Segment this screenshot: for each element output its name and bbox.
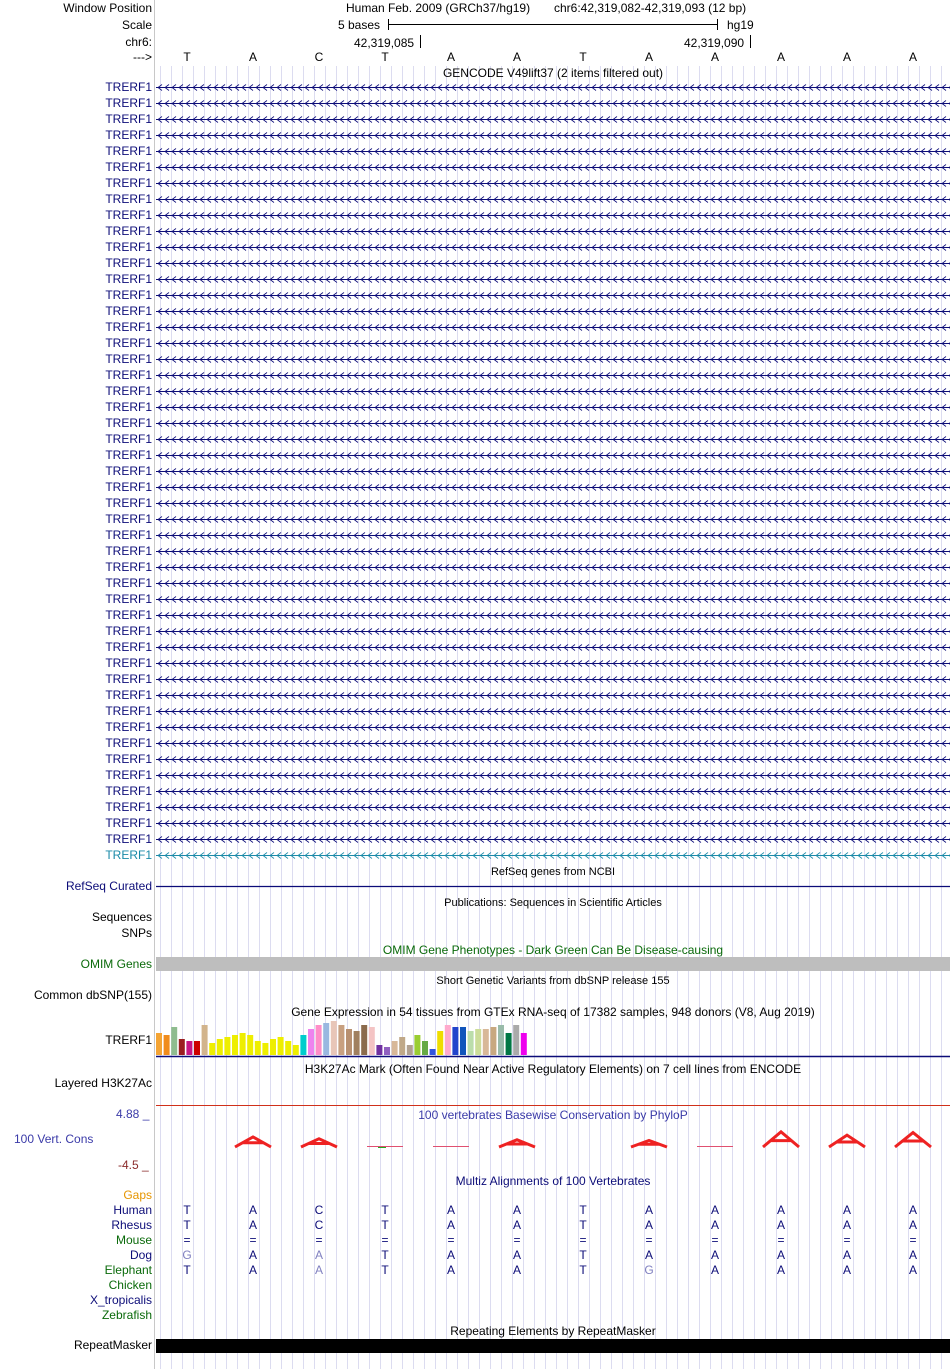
alignment-base: A <box>644 1203 653 1217</box>
gtex-tissue-bar <box>156 1033 162 1055</box>
dbsnp-label[interactable]: Common dbSNP(155) <box>33 988 152 1002</box>
alignment-base: A <box>776 1248 785 1262</box>
alignment-base: A <box>842 1248 851 1262</box>
gtex-tissue-bar <box>262 1043 268 1055</box>
gencode-transcript-label[interactable]: TRERF1 <box>105 160 152 174</box>
alignment-base: C <box>314 1218 324 1232</box>
alignment-base: A <box>908 1203 917 1217</box>
species-label[interactable]: X_tropicalis <box>89 1293 152 1307</box>
species-label[interactable]: Mouse <box>115 1233 152 1247</box>
gtex-tissue-bar <box>240 1033 246 1055</box>
alignment-base: A <box>314 1248 323 1262</box>
gtex-tissue-bar <box>338 1025 344 1055</box>
alignment-base: A <box>446 1203 455 1217</box>
omim-track-title: OMIM Gene Phenotypes - Dark Green Can Be Disease-causing <box>382 943 724 957</box>
chrom-label: chr6: <box>125 35 152 49</box>
gencode-transcript-label[interactable]: TRERF1 <box>105 320 152 334</box>
gtex-tissue-bar <box>255 1041 261 1055</box>
gencode-transcript-label[interactable]: TRERF1 <box>105 192 152 206</box>
alignment-base: A <box>248 1218 257 1232</box>
alignment-base: A <box>842 1218 851 1232</box>
gencode-transcript-label[interactable]: TRERF1 <box>105 144 152 158</box>
gtex-tissue-bar <box>422 1041 428 1055</box>
omim-gene-bar <box>156 957 950 971</box>
gencode-transcript-label[interactable]: TRERF1 <box>105 736 152 750</box>
gtex-tissue-bar <box>202 1025 208 1055</box>
alignment-base: T <box>579 1203 587 1217</box>
multiz-track-title: Multiz Alignments of 100 Vertebrates <box>455 1174 651 1188</box>
gencode-transcript-label[interactable]: TRERF1 <box>105 272 152 286</box>
h3k27ac-label[interactable]: Layered H3K27Ac <box>54 1076 152 1090</box>
alignment-base: T <box>381 1248 389 1262</box>
scale-db: hg19 <box>727 18 754 32</box>
position-title: chr6:42,319,082-42,319,093 (12 bp) <box>554 1 747 15</box>
base-letter: A <box>512 50 521 64</box>
gtex-track-title: Gene Expression in 54 tissues from GTEx RNA-seq of 17382 samples, 948 donors (V8, Aug 2019) <box>291 1005 815 1019</box>
gtex-tissue-bar <box>179 1039 185 1055</box>
coord-left: 42,319,085 <box>354 36 415 50</box>
gtex-tissue-bar <box>346 1029 352 1055</box>
species-label[interactable]: Zebrafish <box>101 1308 152 1322</box>
scale-label: Scale <box>121 18 152 32</box>
publications-track-title: Publications: Sequences in Scientific Articles <box>444 897 662 909</box>
base-letter: C <box>314 50 324 64</box>
gtex-tissue-bar <box>407 1045 413 1055</box>
gencode-transcript-label[interactable]: TRERF1 <box>105 112 152 126</box>
gencode-transcript-label[interactable]: TRERF1 <box>105 800 152 814</box>
species-label[interactable]: Elephant <box>104 1263 152 1277</box>
gtex-tissue-bar <box>316 1025 322 1055</box>
species-label[interactable]: Rhesus <box>111 1218 152 1232</box>
alignment-base: A <box>248 1248 257 1262</box>
alignment-base: A <box>842 1203 851 1217</box>
gtex-tissue-bar <box>392 1041 398 1055</box>
alignment-base: A <box>776 1203 785 1217</box>
alignment-base: T <box>579 1248 587 1262</box>
gtex-tissue-bar <box>468 1031 474 1055</box>
gtex-tissue-bar <box>186 1041 192 1055</box>
gtex-tissue-bar <box>521 1033 527 1055</box>
alignment-base: T <box>183 1263 191 1277</box>
gencode-transcript-label[interactable]: TRERF1 <box>105 288 152 302</box>
alignment-base: T <box>183 1203 191 1217</box>
base-letter: A <box>908 50 917 64</box>
alignment-base: A <box>512 1263 521 1277</box>
alignment-base: = <box>645 1233 653 1247</box>
base-letter: T <box>381 50 389 64</box>
gencode-transcript-label[interactable]: TRERF1 <box>105 720 152 734</box>
gtex-tissue-bar <box>445 1025 451 1055</box>
alignment-base: A <box>908 1248 917 1262</box>
cons-base-glyph <box>763 1132 799 1147</box>
alignment-base: A <box>644 1248 653 1262</box>
cons-base-glyph <box>895 1133 931 1147</box>
gencode-transcript-label[interactable]: TRERF1 <box>105 304 152 318</box>
gencode-transcript-label[interactable]: TRERF1 <box>105 832 152 846</box>
gencode-transcript-label[interactable]: TRERF1 <box>105 688 152 702</box>
alignment-base: A <box>710 1218 719 1232</box>
gencode-transcript-label[interactable]: TRERF1 <box>105 176 152 190</box>
alignment-base: A <box>512 1203 521 1217</box>
repeatmasker-bar <box>156 1339 950 1353</box>
gtex-tissue-bar <box>475 1029 481 1055</box>
alignment-base: A <box>446 1248 455 1262</box>
species-label[interactable]: Human <box>113 1203 152 1217</box>
alignment-base: A <box>908 1263 917 1277</box>
alignment-base: T <box>579 1263 587 1277</box>
alignment-base: G <box>644 1263 654 1277</box>
alignment-base: A <box>710 1248 719 1262</box>
gencode-transcript-label[interactable]: TRERF1 <box>105 208 152 222</box>
alignment-base: T <box>381 1218 389 1232</box>
base-letter: A <box>776 50 785 64</box>
gencode-transcript-label[interactable]: TRERF1 <box>105 336 152 350</box>
snps-label[interactable]: SNPs <box>121 926 152 940</box>
alignment-base: A <box>710 1263 719 1277</box>
gencode-track-title: GENCODE V49lift37 (2 items filtered out) <box>442 66 664 80</box>
gencode-transcript-label[interactable]: TRERF1 <box>105 352 152 366</box>
alignment-base: = <box>777 1233 785 1247</box>
gencode-transcript-label[interactable]: TRERF1 <box>105 784 152 798</box>
alignment-base: A <box>512 1248 521 1262</box>
gtex-tissue-bar <box>323 1023 329 1055</box>
omim-label[interactable]: OMIM Genes <box>80 957 152 971</box>
alignment-base: A <box>248 1263 257 1277</box>
assembly-title: Human Feb. 2009 (GRCh37/hg19) <box>346 1 531 15</box>
cons-base-glyph <box>829 1135 865 1147</box>
gencode-transcript-label[interactable]: TRERF1 <box>105 256 152 270</box>
gencode-transcript-label[interactable]: TRERF1 <box>105 400 152 414</box>
gencode-transcript-label[interactable]: TRERF1 <box>105 816 152 830</box>
gencode-transcript-label[interactable]: TRERF1 <box>105 368 152 382</box>
gencode-transcript-label[interactable]: TRERF1 <box>105 704 152 718</box>
gencode-transcript-label[interactable]: TRERF1 <box>105 128 152 142</box>
window-position-label: Window Position <box>63 1 152 15</box>
alignment-base: = <box>381 1233 389 1247</box>
alignment-base: A <box>776 1263 785 1277</box>
alignment-base: A <box>248 1203 257 1217</box>
species-label[interactable]: Chicken <box>108 1278 152 1292</box>
gtex-tissue-bar <box>308 1029 314 1055</box>
base-letter: A <box>644 50 653 64</box>
gtex-label[interactable]: TRERF1 <box>105 1033 152 1047</box>
species-label[interactable]: Dog <box>129 1248 152 1262</box>
base-letter: A <box>842 50 851 64</box>
alignment-base: = <box>513 1233 521 1247</box>
cons-base-glyph <box>235 1137 271 1147</box>
alignment-base: T <box>579 1218 587 1232</box>
alignment-base: G <box>182 1248 192 1262</box>
gencode-transcript-label[interactable]: TRERF1 <box>105 528 152 542</box>
gencode-transcript-label[interactable]: TRERF1 <box>105 768 152 782</box>
gencode-transcript-label[interactable]: TRERF1 <box>105 448 152 462</box>
gtex-tissue-bar <box>209 1043 215 1055</box>
gencode-transcript-label[interactable]: TRERF1 <box>105 544 152 558</box>
refseq-label[interactable]: RefSeq Curated <box>65 879 152 893</box>
gencode-transcript-label[interactable]: TRERF1 <box>105 416 152 430</box>
gencode-transcript-label[interactable]: TRERF1 <box>105 848 152 862</box>
gencode-transcript-label[interactable]: TRERF1 <box>105 592 152 606</box>
gtex-tissue-bar <box>490 1027 496 1055</box>
alignment-base: = <box>843 1233 851 1247</box>
base-letter: T <box>579 50 587 64</box>
cons-max-label: 4.88 _ <box>116 1107 150 1121</box>
gencode-transcript-label[interactable]: TRERF1 <box>105 624 152 638</box>
cons-label[interactable]: 100 Vert. Cons <box>14 1132 94 1146</box>
gtex-tissue-bar <box>171 1027 177 1055</box>
gencode-transcript-label[interactable]: TRERF1 <box>105 96 152 110</box>
gtex-tissue-bar <box>270 1039 276 1055</box>
alignment-base: T <box>183 1218 191 1232</box>
gencode-transcript-label[interactable]: TRERF1 <box>105 496 152 510</box>
gencode-transcript-label[interactable]: TRERF1 <box>105 512 152 526</box>
alignment-base: A <box>512 1218 521 1232</box>
gtex-tissue-bar <box>232 1035 238 1055</box>
gtex-tissue-bar <box>384 1047 390 1055</box>
alignment-base: A <box>908 1218 917 1232</box>
gtex-tissue-bar <box>300 1035 306 1055</box>
gtex-tissue-bar <box>224 1037 230 1055</box>
base-letter: A <box>710 50 719 64</box>
base-letter: A <box>446 50 455 64</box>
gtex-tissue-bar <box>293 1045 299 1055</box>
alignment-base: A <box>644 1218 653 1232</box>
gencode-transcript-label[interactable]: TRERF1 <box>105 656 152 670</box>
alignment-base: = <box>249 1233 257 1247</box>
repeatmasker-track-title: Repeating Elements by RepeatMasker <box>450 1324 656 1338</box>
gtex-tissue-bar <box>430 1049 436 1055</box>
gtex-tissue-bar <box>460 1027 466 1055</box>
alignment-base: = <box>315 1233 323 1247</box>
cons-base-glyph <box>499 1140 535 1147</box>
gencode-transcript-label[interactable]: TRERF1 <box>105 384 152 398</box>
alignment-base: A <box>842 1263 851 1277</box>
gaps-label[interactable]: Gaps <box>123 1188 152 1202</box>
alignment-base: = <box>579 1233 587 1247</box>
gtex-tissue-bar <box>164 1035 170 1055</box>
gencode-transcript-label[interactable]: TRERF1 <box>105 576 152 590</box>
gtex-tissue-bar <box>414 1035 420 1055</box>
alignment-base: = <box>711 1233 719 1247</box>
cons-track-title: 100 vertebrates Basewise Conservation by PhyloP <box>418 1108 688 1122</box>
strand-label: ---> <box>133 50 152 64</box>
gtex-tissue-bar <box>506 1033 512 1055</box>
gencode-transcript-label[interactable]: TRERF1 <box>105 672 152 686</box>
alignment-base: C <box>314 1203 324 1217</box>
gencode-transcript-label[interactable]: TRERF1 <box>105 480 152 494</box>
scale-text: 5 bases <box>338 18 381 32</box>
alignment-base: = <box>183 1233 191 1247</box>
cons-min-label: -4.5 _ <box>118 1158 149 1172</box>
gtex-tissue-bar <box>399 1037 405 1055</box>
gtex-tissue-bar <box>361 1025 367 1055</box>
gtex-tissue-bar <box>376 1045 382 1055</box>
gencode-transcript-label[interactable]: TRERF1 <box>105 432 152 446</box>
repeatmasker-label[interactable]: RepeatMasker <box>73 1338 152 1352</box>
base-letter: T <box>183 50 191 64</box>
gtex-tissue-bar <box>331 1021 337 1055</box>
base-letter: A <box>248 50 257 64</box>
gencode-transcript-label[interactable]: TRERF1 <box>105 240 152 254</box>
alignment-base: = <box>909 1233 917 1247</box>
gencode-transcript-label[interactable]: TRERF1 <box>105 640 152 654</box>
alignment-base: A <box>314 1263 323 1277</box>
alignment-base: T <box>381 1263 389 1277</box>
gtex-tissue-bar <box>217 1039 223 1055</box>
gtex-tissue-bar <box>247 1035 253 1055</box>
gencode-transcript-label[interactable]: TRERF1 <box>105 608 152 622</box>
dbsnp-track-title: Short Genetic Variants from dbSNP release 155 <box>436 975 670 987</box>
gencode-transcript-label[interactable]: TRERF1 <box>105 560 152 574</box>
alignment-base: A <box>710 1203 719 1217</box>
gtex-tissue-bar <box>354 1031 360 1055</box>
gtex-tissue-bar <box>452 1027 458 1055</box>
gtex-tissue-bar <box>285 1041 291 1055</box>
gtex-tissue-bar <box>498 1025 504 1055</box>
refseq-track-title: RefSeq genes from NCBI <box>490 866 616 878</box>
alignment-base: T <box>381 1203 389 1217</box>
gtex-tissue-bar <box>369 1027 375 1055</box>
alignment-base: A <box>446 1263 455 1277</box>
gtex-tissue-bar <box>437 1031 443 1055</box>
gtex-tissue-bar <box>278 1037 284 1055</box>
alignment-base: A <box>446 1218 455 1232</box>
gtex-tissue-bar <box>513 1025 519 1055</box>
cons-base-glyph <box>301 1139 337 1147</box>
alignment-base: = <box>447 1233 455 1247</box>
alignment-base: A <box>776 1218 785 1232</box>
gtex-tissue-bar <box>194 1041 200 1055</box>
cons-base-glyph <box>631 1141 667 1147</box>
gencode-transcript-label[interactable]: TRERF1 <box>105 80 152 94</box>
gencode-transcript-label[interactable]: TRERF1 <box>105 224 152 238</box>
h3k27ac-track-title: H3K27Ac Mark (Often Found Near Active Regulatory Elements) on 7 cell lines from ENCODE <box>304 1062 802 1076</box>
gencode-transcript-label[interactable]: TRERF1 <box>105 464 152 478</box>
coord-right: 42,319,090 <box>684 36 745 50</box>
sequences-label[interactable]: Sequences <box>91 910 152 924</box>
gtex-tissue-bar <box>483 1029 489 1055</box>
gencode-transcript-label[interactable]: TRERF1 <box>105 752 152 766</box>
